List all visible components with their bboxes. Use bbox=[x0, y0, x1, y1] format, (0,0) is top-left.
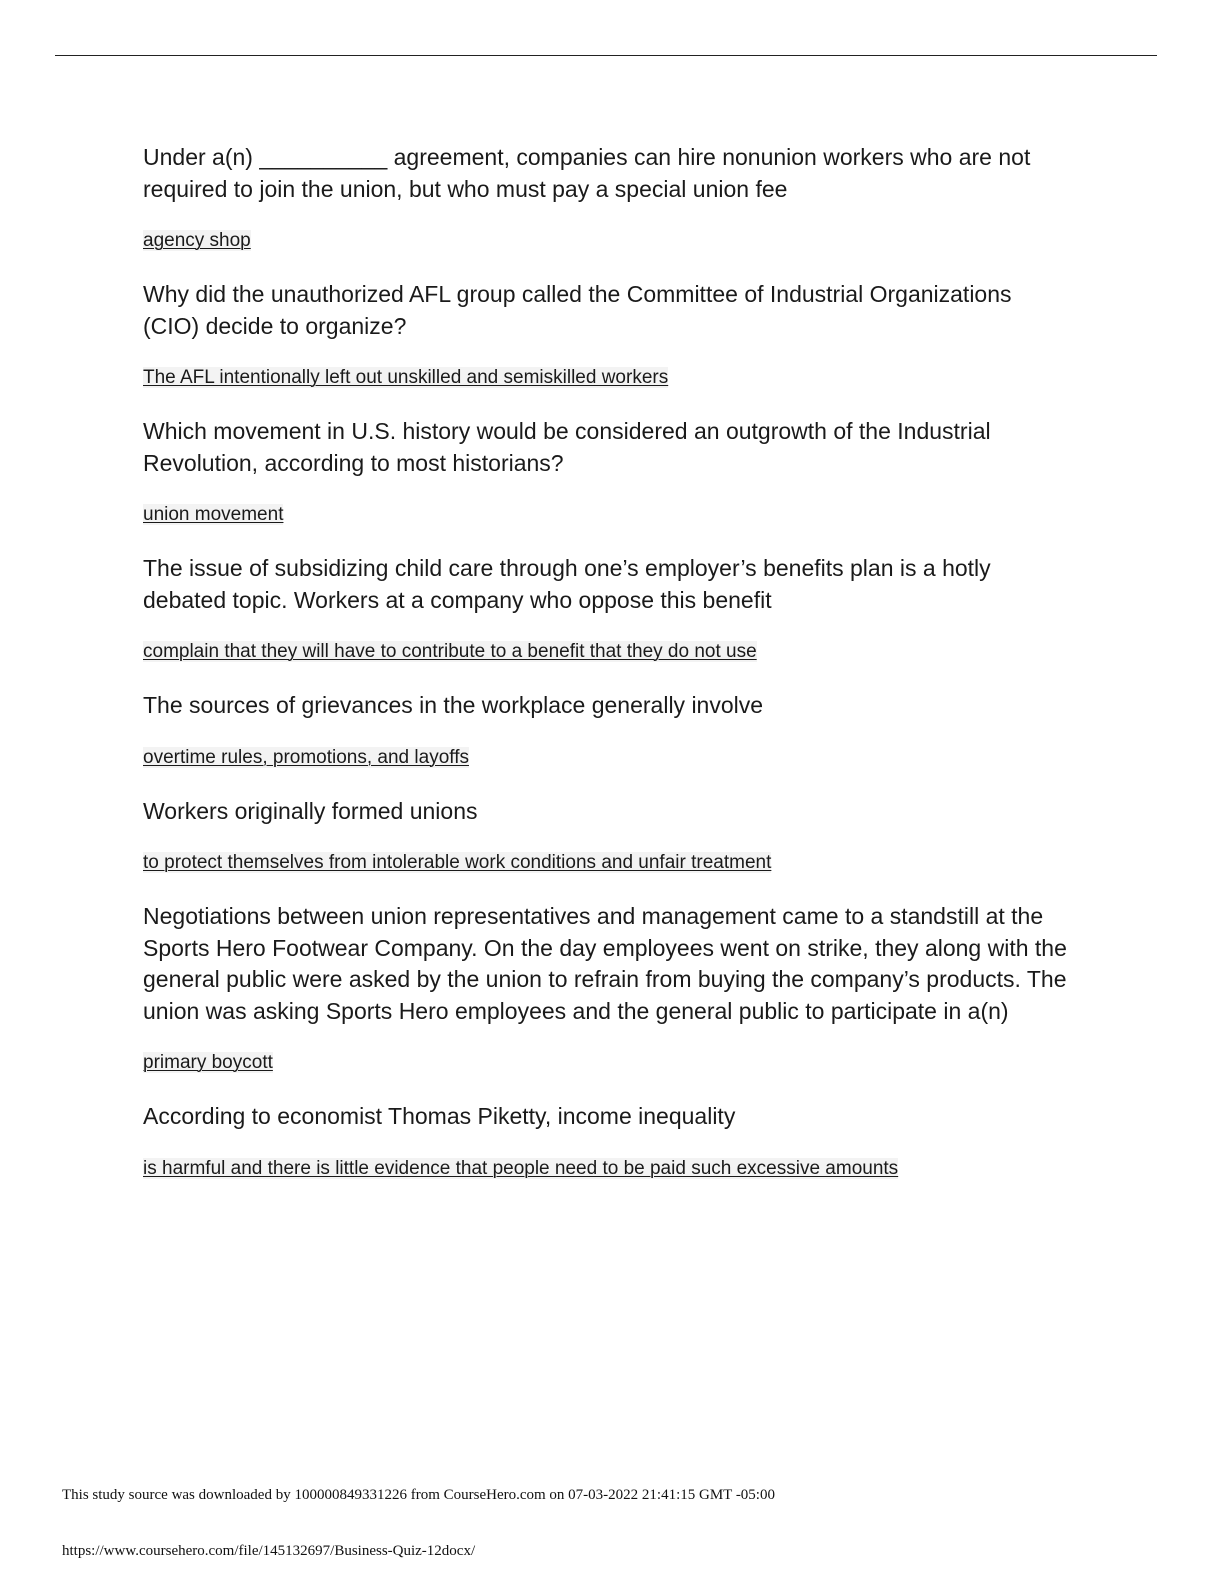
answer-text bbox=[143, 851, 1073, 875]
question-text: Under a(n) __________ agreement, companies can hire nonunion workers who are not required to join the union, but who must pay a special union fee bbox=[143, 144, 1031, 202]
question-text: Why did the unauthorized AFL group called the Committee of Industrial Organizations (CIO) decide to organize? bbox=[143, 281, 1012, 339]
download-source-note: This study source was downloaded by 100000849331226 from CourseHero.com on 07-03-2022 21:41:15 GMT -05:00 bbox=[62, 1487, 775, 1503]
answer-highlight: complain that they will have to contribute to a benefit that they do not use bbox=[143, 641, 757, 662]
answer-highlight: is harmful and there is little evidence that people need to be paid such excessive amounts bbox=[143, 1157, 899, 1179]
quiz-content bbox=[143, 142, 1073, 1207]
answer-highlight: union movement bbox=[143, 504, 284, 525]
question-text: The issue of subsidizing child care through one’s employer’s benefits plan is a hotly debated topic. Workers at a company who oppose this benefit bbox=[143, 555, 991, 613]
qa-item bbox=[143, 279, 1073, 390]
answer-text bbox=[143, 366, 1073, 390]
answer-text bbox=[143, 1157, 1073, 1181]
question-text: Negotiations between union representatives and management came to a standstill at the Sports Hero Footwear Company. On the day employees went on strike, they along with the general public were asked by the union to refrain from buying the company’s products. The union was asking Sports Hero employees and the general public to participate in a(n) bbox=[143, 903, 1067, 1024]
qa-item bbox=[143, 796, 1073, 876]
source-url: https://www.coursehero.com/file/145132697/Business-Quiz-12docx/ bbox=[62, 1543, 476, 1559]
answer-text bbox=[143, 1051, 1073, 1075]
answer-highlight: agency shop bbox=[143, 230, 251, 251]
question-text: Workers originally formed unions bbox=[143, 797, 478, 824]
qa-item bbox=[143, 142, 1073, 253]
question-text: The sources of grievances in the workplace generally involve bbox=[143, 692, 764, 718]
answer-text bbox=[143, 640, 1073, 664]
qa-item bbox=[143, 901, 1073, 1075]
answer-highlight: to protect themselves from intolerable work conditions and unfair treatment bbox=[143, 852, 772, 873]
header-divider bbox=[55, 55, 1157, 56]
answer-text bbox=[143, 746, 1073, 770]
qa-item bbox=[143, 1101, 1073, 1181]
question-text: Which movement in U.S. history would be considered an outgrowth of the Industrial Revolution, according to most historians? bbox=[143, 418, 991, 476]
qa-item bbox=[143, 690, 1073, 770]
question-text: According to economist Thomas Piketty, income inequality bbox=[143, 1103, 736, 1129]
answer-highlight: The AFL intentionally left out unskilled and semiskilled workers bbox=[143, 367, 669, 388]
qa-item bbox=[143, 416, 1073, 527]
qa-item bbox=[143, 553, 1073, 664]
answer-highlight: overtime rules, promotions, and layoffs bbox=[143, 746, 469, 768]
answer-highlight: primary boycott bbox=[143, 1052, 273, 1073]
answer-text bbox=[143, 229, 1073, 253]
answer-text bbox=[143, 503, 1073, 527]
